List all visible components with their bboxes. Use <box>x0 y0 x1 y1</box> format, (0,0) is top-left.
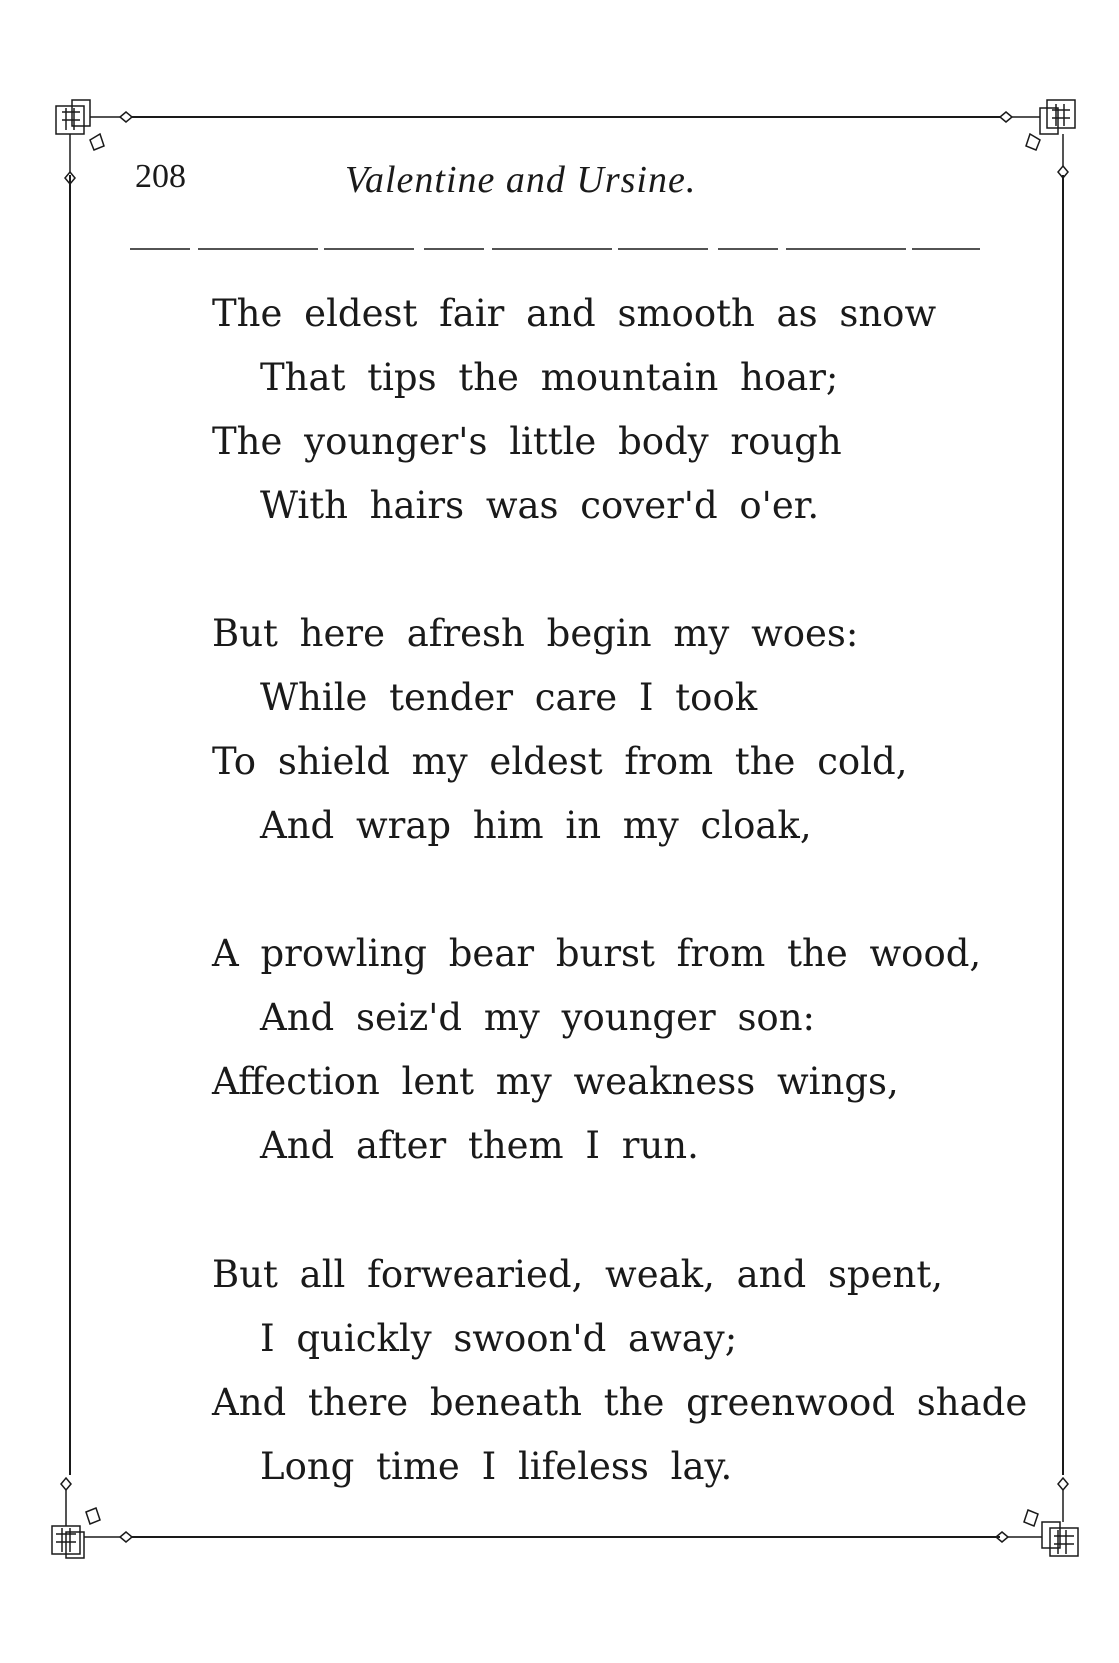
corner-ornament-bottom-left <box>52 1478 132 1558</box>
verse-line: And wrap him in my cloak, <box>260 804 812 847</box>
page-header <box>135 158 915 208</box>
verse-line: Long time I lifeless lay. <box>260 1445 733 1488</box>
page-number: 208 <box>135 158 186 195</box>
verse-line: The eldest fair and smooth as snow <box>212 292 937 335</box>
stanza-3 <box>212 922 982 1178</box>
stanza-4 <box>212 1243 1028 1499</box>
corner-ornament-top-left <box>56 100 132 184</box>
verse-line: A prowling bear burst from the wood, <box>212 932 982 975</box>
corner-ornament-top-right <box>1000 100 1075 178</box>
corner-ornament-bottom-right <box>996 1478 1078 1556</box>
verse-line: That tips the mountain hoar; <box>260 356 839 399</box>
verse-line: But here afresh begin my woes: <box>212 612 859 655</box>
verse-line: Affection lent my weakness wings, <box>212 1060 899 1103</box>
verse-line: But all forwearied, weak, and spent, <box>212 1253 943 1296</box>
verse-line: With hairs was cover'd o'er. <box>260 484 820 527</box>
verse-line: To shield my eldest from the cold, <box>212 740 908 783</box>
stanza-2 <box>212 602 932 858</box>
verse-line: And there beneath the greenwood shade <box>212 1381 1028 1424</box>
stanza-1 <box>212 282 937 538</box>
running-title: Valentine and Ursine. <box>345 159 697 201</box>
verse-line: The younger's little body rough <box>212 420 842 463</box>
verse-line: I quickly swoon'd away; <box>260 1317 738 1360</box>
verse-line: And after them I run. <box>260 1124 699 1167</box>
verse-line: While tender care I took <box>260 676 758 719</box>
verse-line: And seiz'd my younger son: <box>260 996 816 1039</box>
